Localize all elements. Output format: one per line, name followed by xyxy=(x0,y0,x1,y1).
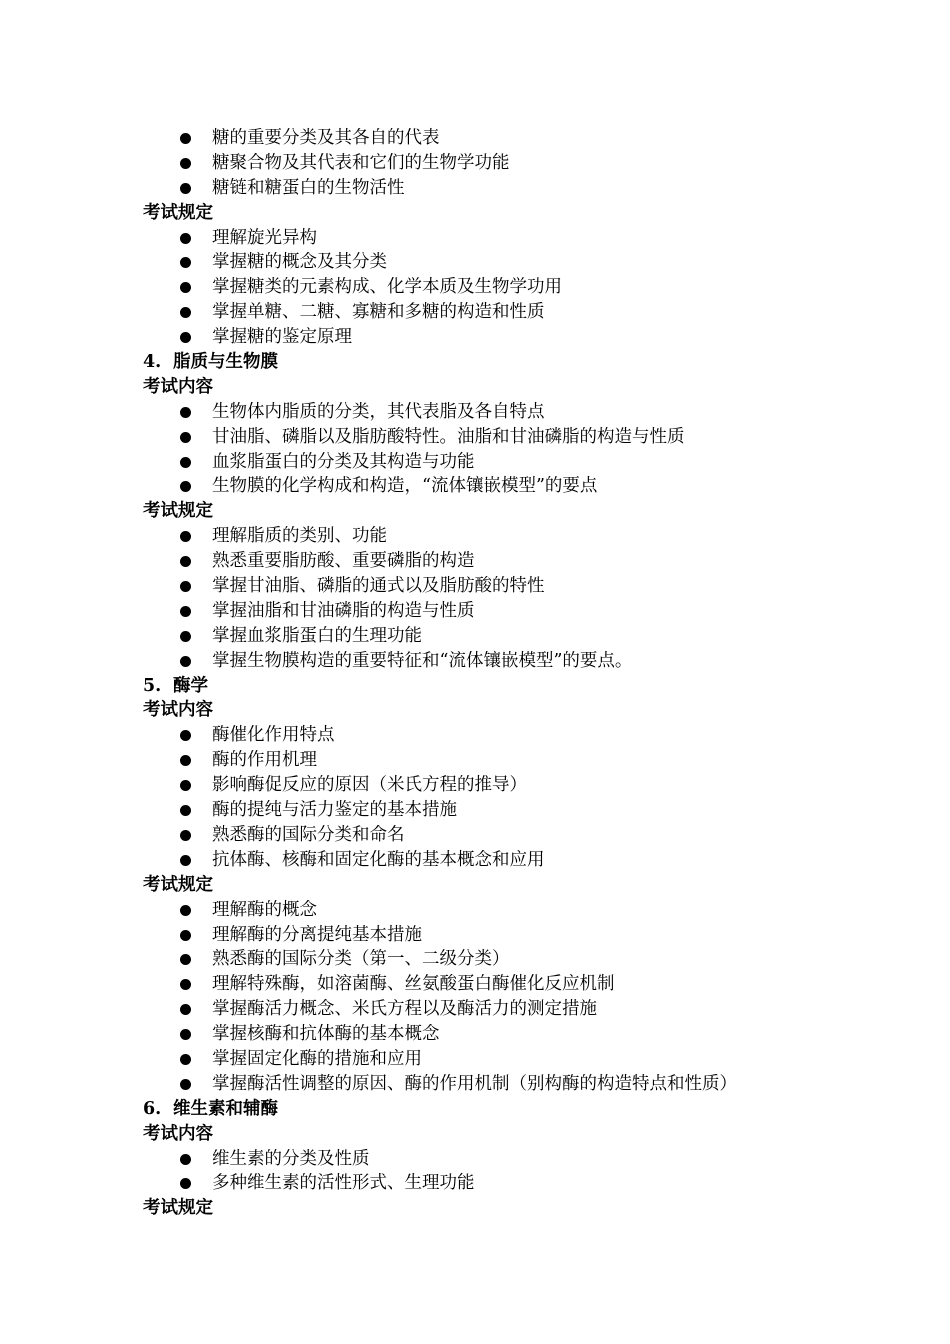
list-item-text: 掌握酶活力概念、米氏方程以及酶活力的测定措施 xyxy=(212,999,597,1020)
list-item xyxy=(0,300,950,325)
bullet-icon xyxy=(180,457,191,468)
subsection-heading xyxy=(0,375,950,400)
list-item-text: 生物膜的化学构成和构造，“流体镶嵌模型”的要点 xyxy=(212,476,598,497)
subsection-heading xyxy=(0,1122,950,1147)
list-item xyxy=(0,549,950,574)
bullet-icon xyxy=(180,1004,191,1015)
list-item xyxy=(0,524,950,549)
list-item xyxy=(0,773,950,798)
section-number: 6. xyxy=(143,1098,162,1119)
list-item-text: 血浆脂蛋白的分类及其构造与功能 xyxy=(212,451,475,472)
list-item xyxy=(0,450,950,475)
list-item-text: 掌握固定化酶的措施和应用 xyxy=(212,1048,422,1069)
section-heading xyxy=(0,674,950,699)
list-item-text: 理解酶的概念 xyxy=(212,899,317,920)
list-item-text: 掌握糖的鉴定原理 xyxy=(212,327,352,348)
bullet-icon xyxy=(180,481,191,492)
list-item xyxy=(0,848,950,873)
bullet-icon xyxy=(180,730,191,741)
list-item xyxy=(0,1022,950,1047)
list-item xyxy=(0,1072,950,1097)
list-item xyxy=(0,1047,950,1072)
list-item-text: 掌握核酶和抗体酶的基本概念 xyxy=(212,1024,440,1045)
list-item xyxy=(0,574,950,599)
list-item xyxy=(0,997,950,1022)
bullet-icon xyxy=(180,581,191,592)
bullet-icon xyxy=(180,133,191,144)
bullet-icon xyxy=(180,332,191,343)
list-item-text: 影响酶促反应的原因（米氏方程的推导） xyxy=(212,775,527,796)
list-item xyxy=(0,474,950,499)
list-item-text: 糖聚合物及其代表和它们的生物学功能 xyxy=(212,152,510,173)
bullet-icon xyxy=(180,1079,191,1090)
list-item-text: 掌握生物膜构造的重要特征和“流体镶嵌模型”的要点。 xyxy=(212,650,633,671)
bullet-icon xyxy=(180,407,191,418)
list-item xyxy=(0,126,950,151)
subsection-heading xyxy=(0,499,950,524)
list-item xyxy=(0,723,950,748)
list-item xyxy=(0,972,950,997)
bullet-icon xyxy=(180,905,191,916)
list-item-text: 生物体内脂质的分类，其代表脂及各自特点 xyxy=(212,401,545,422)
list-item xyxy=(0,275,950,300)
section-number: 5. xyxy=(143,675,162,696)
bullet-icon xyxy=(180,930,191,941)
list-item xyxy=(0,1171,950,1196)
subsection-heading xyxy=(0,201,950,226)
list-item xyxy=(0,823,950,848)
list-item xyxy=(0,599,950,624)
subsection-title: 考试规定 xyxy=(143,1198,213,1219)
bullet-icon xyxy=(180,954,191,965)
bullet-icon xyxy=(180,656,191,667)
list-item xyxy=(0,176,950,201)
list-item xyxy=(0,798,950,823)
section-title: 酶学 xyxy=(173,675,208,696)
subsection-title: 考试内容 xyxy=(143,1123,213,1144)
subsection-heading xyxy=(0,873,950,898)
bullet-icon xyxy=(180,1054,191,1065)
bullet-icon xyxy=(180,979,191,990)
subsection-title: 考试规定 xyxy=(143,874,213,895)
list-item-text: 理解脂质的类别、功能 xyxy=(212,526,387,547)
list-item-text: 酶催化作用特点 xyxy=(212,725,335,746)
list-item-text: 掌握糖的概念及其分类 xyxy=(212,252,387,273)
bullet-icon xyxy=(180,855,191,866)
subsection-title: 考试内容 xyxy=(143,700,213,721)
bullet-icon xyxy=(180,307,191,318)
section-title: 脂质与生物膜 xyxy=(173,352,278,373)
list-item xyxy=(0,923,950,948)
section-title: 维生素和辅酶 xyxy=(173,1098,278,1119)
list-item-text: 糖的重要分类及其各自的代表 xyxy=(212,128,440,148)
list-item-text: 酶的提纯与活力鉴定的基本措施 xyxy=(212,800,457,821)
subsection-heading xyxy=(0,698,950,723)
list-item xyxy=(0,151,950,176)
subsection-title: 考试内容 xyxy=(143,376,213,397)
list-item-text: 熟悉酶的国际分类和命名 xyxy=(212,824,405,845)
bullet-icon xyxy=(180,631,191,642)
bullet-icon xyxy=(180,606,191,617)
list-item-text: 掌握单糖、二糖、寡糖和多糖的构造和性质 xyxy=(212,302,545,323)
list-item xyxy=(0,400,950,425)
list-item-text: 掌握油脂和甘油磷脂的构造与性质 xyxy=(212,600,475,621)
bullet-icon xyxy=(180,432,191,443)
list-item xyxy=(0,649,950,674)
list-item xyxy=(0,898,950,923)
list-item-text: 理解酶的分离提纯基本措施 xyxy=(212,924,422,945)
bullet-icon xyxy=(180,158,191,169)
list-item-text: 维生素的分类及性质 xyxy=(212,1148,370,1169)
bullet-icon xyxy=(180,830,191,841)
bullet-icon xyxy=(180,282,191,293)
bullet-icon xyxy=(180,780,191,791)
list-item-text: 酶的作用机理 xyxy=(212,750,317,771)
subsection-heading xyxy=(0,1196,950,1221)
list-item xyxy=(0,250,950,275)
subsection-title: 考试规定 xyxy=(143,202,213,223)
list-item-text: 多种维生素的活性形式、生理功能 xyxy=(212,1173,475,1194)
section-heading xyxy=(0,350,950,375)
section-number: 4. xyxy=(143,352,162,373)
list-item xyxy=(0,325,950,350)
section-heading xyxy=(0,1097,950,1122)
document-body xyxy=(0,126,950,1221)
list-item xyxy=(0,1147,950,1172)
list-item-text: 糖链和糖蛋白的生物活性 xyxy=(212,177,405,198)
list-item-text: 掌握糖类的元素构成、化学本质及生物学功用 xyxy=(212,277,562,298)
bullet-icon xyxy=(180,1029,191,1040)
bullet-icon xyxy=(180,257,191,268)
list-item xyxy=(0,748,950,773)
bullet-icon xyxy=(180,183,191,194)
list-item xyxy=(0,624,950,649)
list-item-text: 熟悉酶的国际分类（第一、二级分类） xyxy=(212,949,510,970)
list-item-text: 掌握甘油脂、磷脂的通式以及脂肪酸的特性 xyxy=(212,576,545,597)
list-item-text: 掌握血浆脂蛋白的生理功能 xyxy=(212,625,422,646)
bullet-icon xyxy=(180,233,191,244)
bullet-icon xyxy=(180,1154,191,1165)
bullet-icon xyxy=(180,1178,191,1189)
bullet-icon xyxy=(180,531,191,542)
list-item xyxy=(0,226,950,251)
list-item xyxy=(0,947,950,972)
list-item-text: 理解旋光异构 xyxy=(212,227,317,248)
list-item-text: 理解特殊酶，如溶菌酶、丝氨酸蛋白酶催化反应机制 xyxy=(212,974,615,995)
list-item-text: 抗体酶、核酶和固定化酶的基本概念和应用 xyxy=(212,849,545,870)
bullet-icon xyxy=(180,755,191,766)
subsection-title: 考试规定 xyxy=(143,501,213,522)
list-item xyxy=(0,425,950,450)
list-item-text: 甘油脂、磷脂以及脂肪酸特性。油脂和甘油磷脂的构造与性质 xyxy=(212,426,685,447)
list-item-text: 掌握酶活性调整的原因、酶的作用机制（别构酶的构造特点和性质） xyxy=(212,1073,737,1094)
bullet-icon xyxy=(180,556,191,567)
bullet-icon xyxy=(180,805,191,816)
list-item-text: 熟悉重要脂肪酸、重要磷脂的构造 xyxy=(212,551,475,572)
